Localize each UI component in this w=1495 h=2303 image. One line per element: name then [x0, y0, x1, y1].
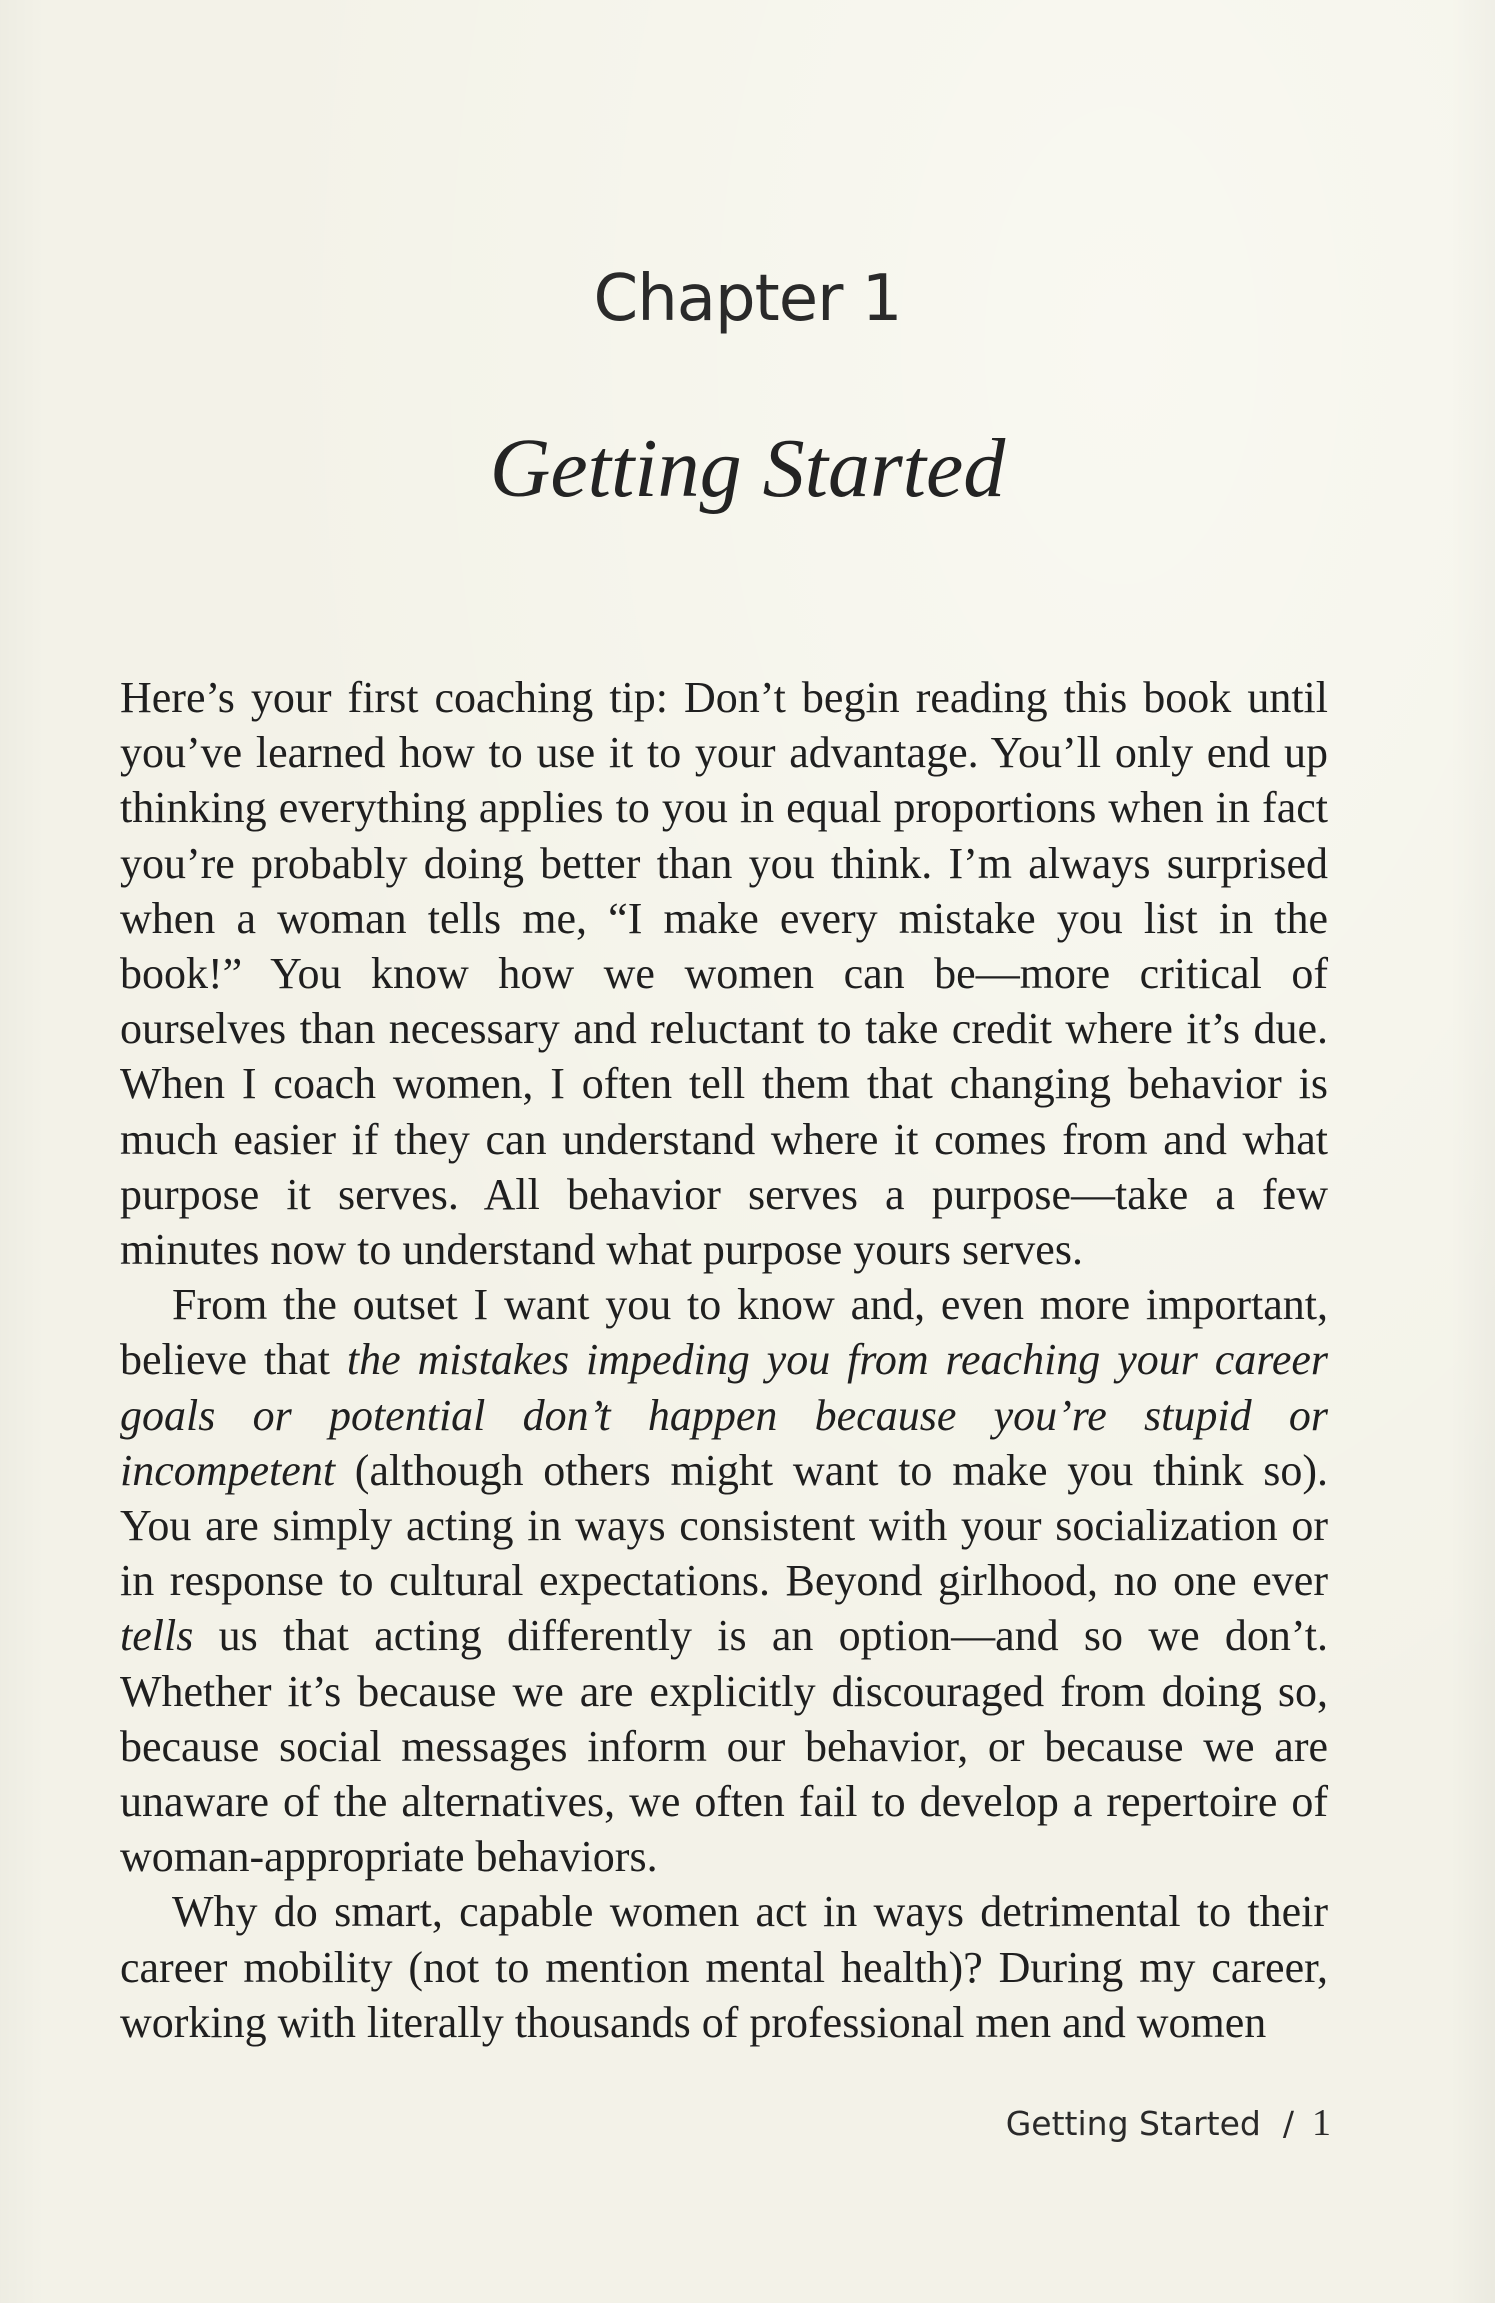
footer-running-title: Getting Started: [1005, 2104, 1261, 2143]
paragraph-2-text-c: us that acting differently is an option—and so we don’t. Whether it’s because we are explicitly discouraged from doing so, because social messages inform our behavior, or because we are unaware of the alternatives, we often fail to develop a repertoire of woman-appropriate behaviors.: [120, 1611, 1328, 1882]
page-number: 1: [1312, 2102, 1331, 2144]
paragraph-2-text-a: From the outset I want you to know and, even more important, believe that: [120, 1280, 1328, 1385]
chapter-body: [120, 670, 1328, 2050]
paragraph-2-text-b: (although others might want to make you think so). You are simply acting in ways consistent with your socialization or in response to cultural expectations. Beyond girlhood, no one ever: [120, 1445, 1328, 1606]
paragraph-2-emphasis-tells: tells: [120, 1611, 194, 1661]
paragraph-1: Here’s your first coaching tip: Don’t begin reading this book until you’ve learned how to use it to your advantage. You’ll only end up thinking everything applies to you in equal proportions when in fact you’re probably doing better than you think. I’m always surprised when a woman tells me, “I make every mistake you list in the book!” You know how we women can be—more critical of ourselves than necessary and reluctant to take credit where it’s due. When I coach women, I often tell them that changing behavior is much easier if they can understand where it comes from and what purpose it serves. All behavior serves a purpose—take a few minutes now to understand what purpose yours serves.: [120, 673, 1328, 1275]
paragraph-2: [120, 1277, 1328, 1884]
paragraph-2-emphasis: the mistakes impeding you from reaching your career goals or potential don’t happen because you’re stupid or incompetent: [120, 1335, 1328, 1495]
chapter-title: Getting Started: [489, 422, 1006, 515]
footer-separator: /: [1282, 2104, 1294, 2143]
paragraph-3: Why do smart, capable women act in ways detrimental to their career mobility (not to mention mental health)? During my career, working with literally thousands of professional men and women: [120, 1887, 1328, 2047]
running-footer: [1006, 2101, 1331, 2145]
chapter-label: Chapter 1: [593, 262, 902, 336]
